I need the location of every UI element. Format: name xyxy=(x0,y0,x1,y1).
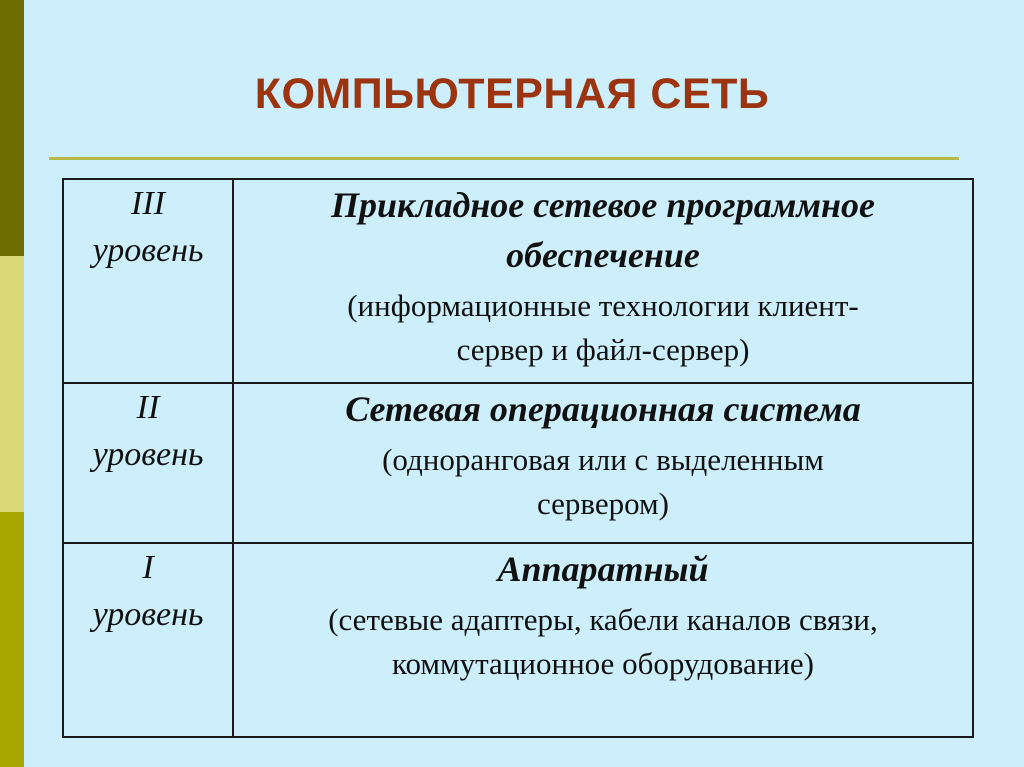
level-word: уровень xyxy=(92,436,204,473)
description-title-line: Аппаратный xyxy=(497,549,709,589)
description-title-line: Прикладное сетевое программное xyxy=(331,185,875,225)
description-detail-line: (одноранговая или с выделенным xyxy=(382,442,824,477)
description-detail xyxy=(234,438,972,526)
description-detail-line: коммутационное оборудование) xyxy=(392,646,814,681)
description-cell xyxy=(233,179,973,383)
description-detail-line: (информационные технологии клиент- xyxy=(347,288,859,323)
table-row xyxy=(63,383,973,543)
description-title xyxy=(234,384,972,434)
table-row xyxy=(63,543,973,737)
level-cell xyxy=(63,543,233,737)
description-detail xyxy=(234,284,972,372)
side-bar-middle xyxy=(0,256,24,512)
description-detail xyxy=(234,598,972,686)
level-number: II xyxy=(136,389,160,426)
description-cell xyxy=(233,383,973,543)
description-title xyxy=(234,180,972,280)
level-cell xyxy=(63,383,233,543)
description-detail-line: (сетевые адаптеры, кабели каналов связи, xyxy=(328,602,878,637)
description-title-line: обеспечение xyxy=(506,235,700,275)
description-title xyxy=(234,544,972,594)
description-title-line: Сетевая операционная система xyxy=(345,389,861,429)
level-word: уровень xyxy=(92,232,204,269)
description-cell xyxy=(233,543,973,737)
slide-title: КОМПЬЮТЕРНАЯ СЕТЬ xyxy=(254,70,770,118)
description-detail-line: сервер и файл-сервер) xyxy=(456,332,750,367)
level-cell xyxy=(63,179,233,383)
side-bar-bottom xyxy=(0,512,24,767)
description-detail-line: сервером) xyxy=(537,486,669,521)
table-row xyxy=(63,179,973,383)
side-bar-top xyxy=(0,0,24,256)
level-word: уровень xyxy=(92,596,204,633)
network-levels-table xyxy=(62,178,974,738)
level-number: III xyxy=(131,185,165,222)
title-divider xyxy=(49,157,959,160)
level-number: I xyxy=(142,549,154,586)
